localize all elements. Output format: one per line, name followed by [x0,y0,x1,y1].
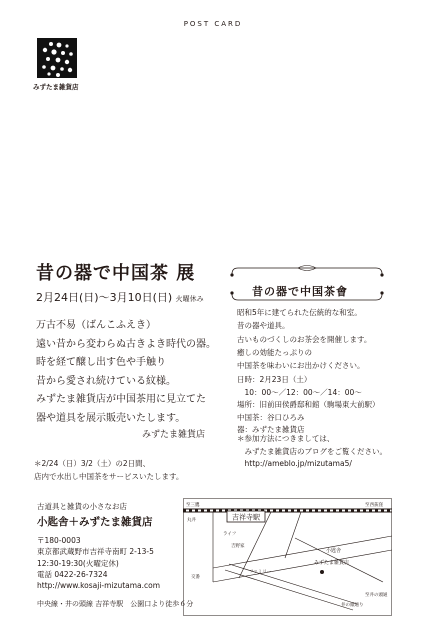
logo-name: みずたま雑貨店 [33,83,79,91]
postcard-header: POST CARD [183,20,243,28]
station-label: 吉祥寺駅 [232,513,260,522]
event-title: 昔の器で中国茶 展 [36,263,196,284]
shop-info [37,535,160,591]
railway-line [183,509,392,512]
event-description [36,317,216,429]
polka-dot-icon [37,38,77,78]
intro-line: 中国茶を味わいにお出かけください。 [237,361,365,371]
tea-party-intro [237,306,371,372]
map-label-life: ライフ [223,532,237,537]
detail-line: 日時：2月23日（土） [237,375,312,384]
map-label-marui: 丸井 [187,518,196,523]
map-label-kosaji: 小匙舎 [326,548,342,554]
tea-party-details [237,374,380,437]
intro-line: 古いものづくしのお茶会を開催します。 [237,334,372,344]
map-label-mizutama: みずたま雑貨店 [314,560,350,566]
map-label-nishiogi: 至西荻窪 [365,503,383,508]
event-closed-day: 火曜休み [175,295,204,303]
event-signature: みずたま雑貨店 [142,430,206,440]
map-label-inokashira-short: 至井の頭通 [365,593,388,598]
event-line: 器や道具を展示販売いたします。 [36,412,186,424]
shop-tagline: 古道具と雑貨の小さなお店 [37,502,127,511]
logo-mark [37,38,77,78]
tea-party-notes [237,433,387,471]
access-map [183,498,392,616]
intro-line: 昭和5年に建てられた伝統的な和室。 [237,308,362,317]
detail-line: 場所：旧前田侯爵邸和館（駒場東大前駅） [237,400,380,410]
detail-line: 10：00～／12：00～／14：00～ [237,387,362,397]
blog-link[interactable]: http://ameblo.jp/mizutama5/ [237,459,352,469]
event-dates [36,289,204,305]
website-link[interactable]: http://www.kosaji-mizutama.com [37,581,161,591]
map-label-family: ファミリー [249,570,272,575]
map-label-police: 交番 [191,575,200,580]
event-note [34,458,183,483]
access-info: 中央線・井の頭線 吉祥寺駅 公園口より徒歩６分 [37,600,194,608]
map-label-mitaka: 至三鷹 [186,503,200,508]
note-line: ＊参加方法につきましては、 [237,434,335,443]
event-line: みずたま雑貨店が中国茶用に見立てた [36,394,206,406]
event-line: 昔から愛され続けている紋様。 [36,375,176,387]
note-line: みずたま雑貨店のブログをご覧ください。 [237,446,387,456]
shop-name: 小匙舎＋みずたま雑貨店 [37,516,153,528]
note-line: ＊2/24（日）3/2（土）の2日間、 [34,459,151,468]
event-line: 時を経て醸し出す色や手触り [36,357,166,369]
phone: 電話 0422-26-7324 [37,569,108,579]
map-label-yoshinoya: 吉野家 [231,544,245,549]
intro-line: 昔の器や道具。 [237,321,290,331]
ornament-top [228,264,386,278]
event-line: 遠い昔から変わらぬ古きよき時代の器。 [36,338,216,350]
event-date-range: 2月24日(日)～3月10日(日) [36,291,173,304]
map-label-inokashira: 井の頭通り [341,603,364,608]
hours: 12:30-19:30(火曜定休) [37,558,119,568]
shop-marker [320,570,324,574]
detail-line: 中国茶：谷口ひろみ [237,412,305,422]
address: 東京都武蔵野市吉祥寺南町 2-13-5 [37,547,154,557]
event-line: 万古不易（ばんこふえき） [36,320,156,331]
detail-line: 器：みずたま雑貨店 [237,425,305,435]
postal-code: 〒180-0003 [37,536,81,545]
tea-party-title: 昔の器で中国茶會 [252,285,348,298]
intro-line: 癒しの効能たっぷりの [237,347,312,357]
note-line: 店内で水出し中国茶をサービスいたします。 [34,471,184,481]
